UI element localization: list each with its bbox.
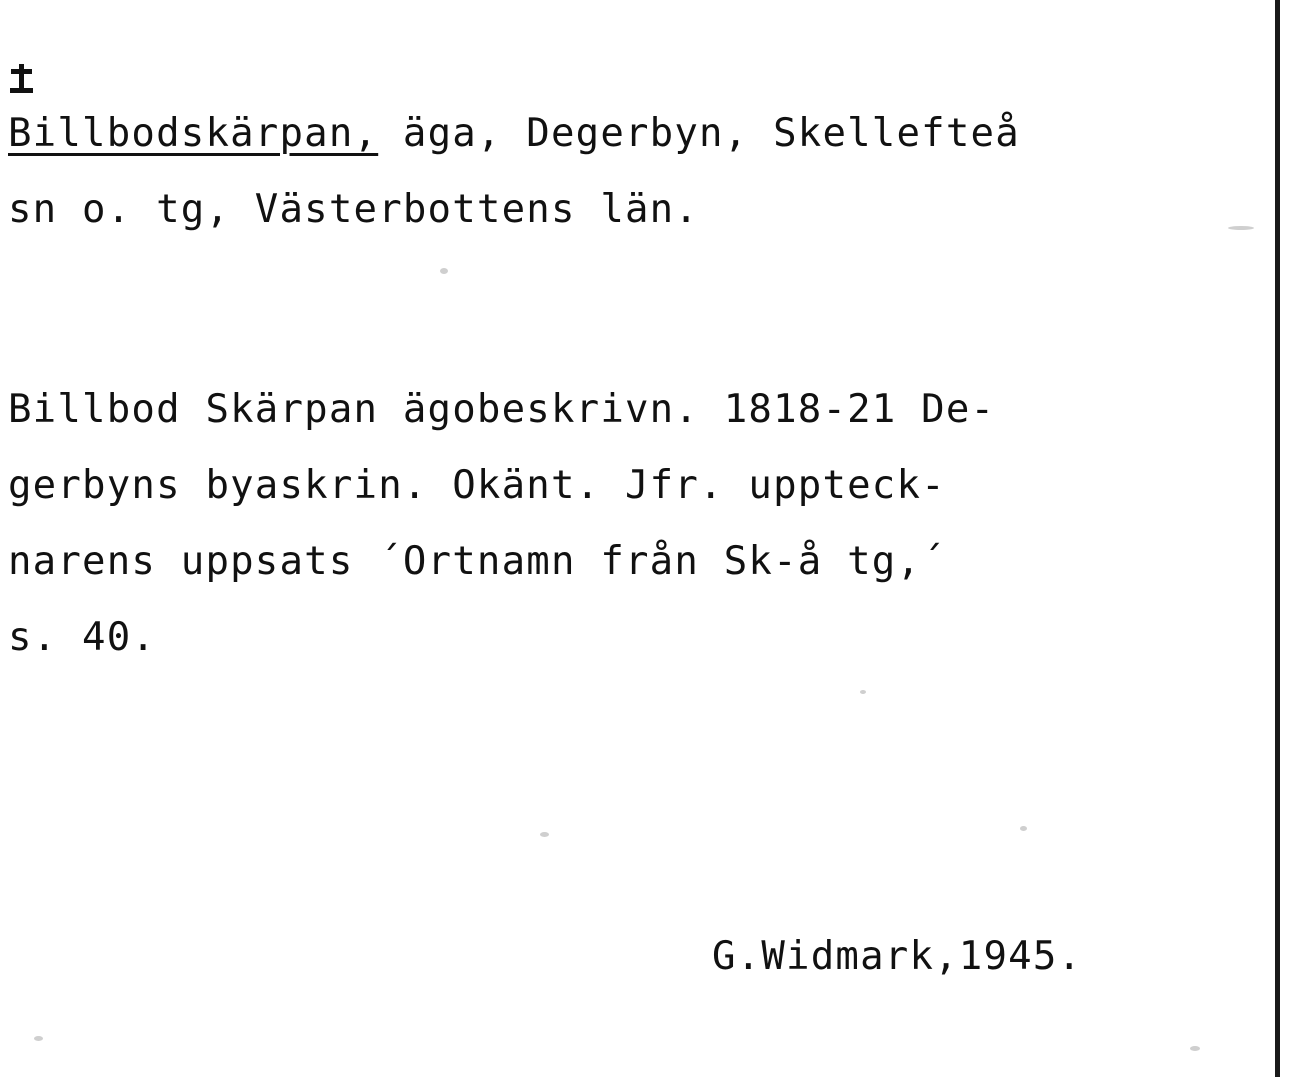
body-line-3: narens uppsats ´Ortnamn från Sk-å tg,´ — [8, 539, 946, 584]
signature: G.Widmark,1945. — [712, 934, 1083, 979]
heading-line-1-rest: äga, Degerbyn, Skellefteå — [378, 111, 1020, 156]
card-body — [8, 372, 1278, 676]
speck — [540, 832, 549, 837]
speck — [860, 690, 866, 694]
body-line-2: gerbyns byaskrin. Okänt. Jfr. uppteck- — [8, 463, 946, 508]
card-heading — [8, 96, 1278, 248]
speck — [34, 1036, 43, 1041]
dagger-icon — [8, 62, 34, 96]
body-line-1: Billbod Skärpan ägobeskrivn. 1818-21 De- — [8, 387, 996, 432]
speck — [440, 268, 448, 274]
heading-line-2: sn o. tg, Västerbottens län. — [8, 187, 700, 232]
headword: Billbodskärpan, — [8, 111, 379, 156]
body-line-4: s. 40. — [8, 615, 157, 660]
heading-line-1 — [8, 96, 1278, 172]
speck — [1190, 1046, 1200, 1051]
speck — [1228, 226, 1254, 230]
speck — [1020, 826, 1027, 831]
